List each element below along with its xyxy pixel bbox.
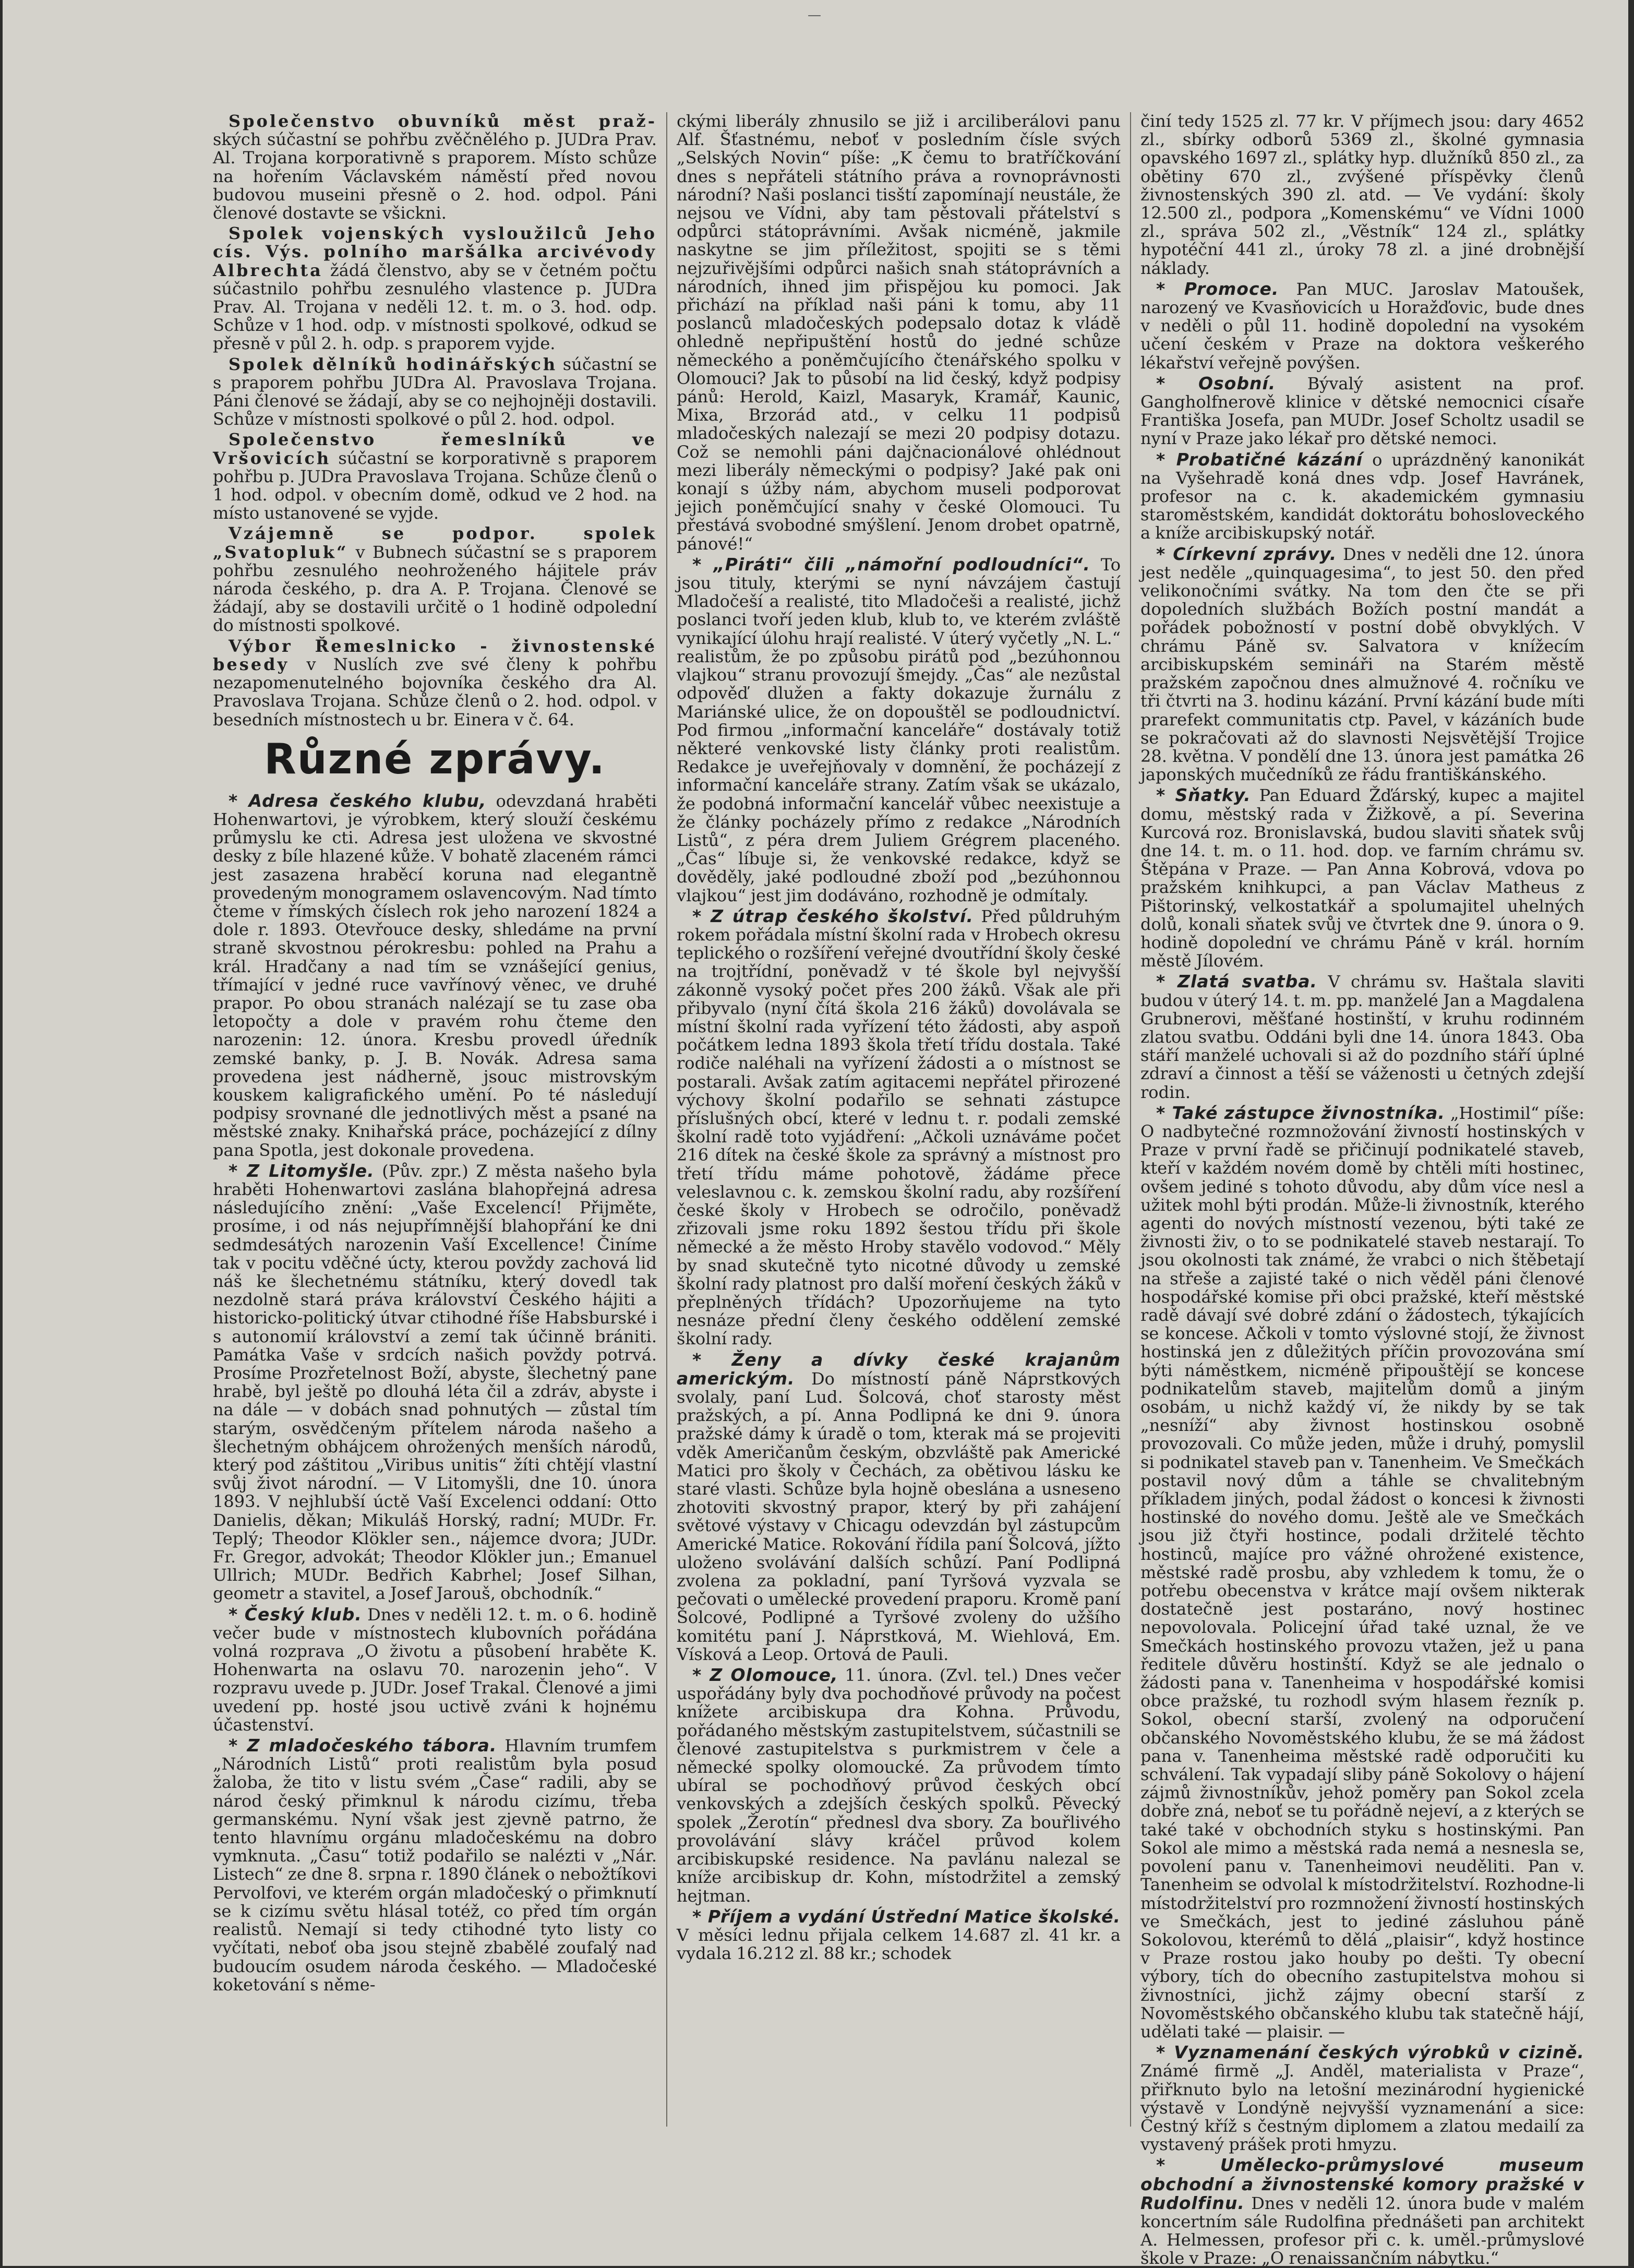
article-heading: * Církevní zprávy. bbox=[1156, 543, 1337, 564]
article-text: odevzdaná hraběti Hohenwartovi, je výrobkem, který slouží českému průmyslu ke cti. Adresa jest uložena ve skvostné desky z bíle hlazené kůže. V bohatě zlaceném rámci jest zasazena hraběcí koruna nad elegantně provedeným monogramem oslavencovým. Nad tímto čteme v římských číslech rok jeho narození 1824 a dole r. 1893. Otevřouce desky, shledáme na první straně skvostnou pérokresbu: pohled na Prahu a král. Hradčany a nad tím se vznášející genius, třímající v jedné ruce vavřínový věnec, ve druhé prapor. Po obou stranách nalézají se tu zase oba letopočty a dole v pravém rohu čteme den narozenin: 12. února. Kresbu provedl úředník zemské banky, p. J. B. Novák. Adresa sama provedena jest nádherně, jsouc mistrovským kouskem kaligrafického umění. Po té následují podpisy srovnané dle jednotlivých měst a psané na městské znaky. Knihařská práce, pocházející z dílny pana Spotla, jest dokonale provedena. bbox=[213, 791, 657, 1160]
article-text: Bývalý asistent na prof. Gangholfnerově klinice v dětské nemocnici císaře Františka Josefa, pan MUDr. Josef Scholtz usadil se nyní v Praze jako lékař pro dětské nemoci. bbox=[1140, 373, 1585, 449]
paragraph-keyword: Společenstvo obuvníků měst praž- bbox=[229, 111, 657, 131]
paragraph-keyword: Výbor Řemeslnicko - živnostenské besedy bbox=[213, 636, 657, 674]
section-title: Různé zprávy. bbox=[264, 734, 606, 783]
article-text: 11. února. (Zvl. tel.) Dnes večer uspořádány byly dva pochodňové průvody na počest knížete arcibiskupa dra Kohna. Průvodu, pořádaného městským zastupitelstvem, súčastnili se členové zastupitelstva s purkmistrem v čele a německé spolky olomoucké. Za průvodem tímto ubíral se pochodňový průvod českých obcí venkovských a zdejších českých spolků. Pěvecký spolek „Žerotín“ přednesl dva sbory. Za bouřlivého provolávání slávy kráčel průvod kolem arcibiskupské residence. Na pavlánu nalezal se kníže arcibiskup dr. Kohn, místodržitel a zemský hejtman. bbox=[677, 1665, 1121, 1906]
article-paragraph bbox=[677, 555, 1121, 905]
article-heading: * Vyznamenání českých výrobků v cizině. bbox=[1156, 2042, 1584, 2063]
article-paragraph bbox=[213, 1605, 657, 1734]
column-2 bbox=[667, 112, 1131, 2127]
article-heading: * Z útrap českého školství. bbox=[692, 905, 974, 926]
article-paragraph bbox=[1140, 374, 1584, 448]
article-paragraph bbox=[213, 524, 657, 635]
article-heading: * Ženy a dívky české krajanům americkým. bbox=[677, 1349, 1121, 1389]
article-paragraph bbox=[213, 431, 657, 522]
article-text: Dnes v neděli 12. února bude v malém koncertním sále Rudolfina přednášeti pan architekt A. Helmessen, profesor při c. k. uměl.-průmyslové škole v Praze: „O renaissančním nábytku.“ bbox=[1140, 2193, 1585, 2268]
text-columns bbox=[203, 111, 1594, 2268]
paragraph-keyword: Spolek dělníků hodinářských bbox=[229, 354, 558, 374]
article-heading: * Z Litomyšle. bbox=[229, 1160, 375, 1181]
newspaper-page bbox=[3, 0, 1628, 2266]
article-paragraph bbox=[1140, 545, 1584, 784]
article-text: Pan MUC. Jaroslav Matoušek, narozený ve Kvasňovicích u Horažďovic, bude dnes v neděli o půl 11. hodině dopolední na vysokém učení českém v Praze na doktora veškerého lékařství veřejně povýšen. bbox=[1140, 279, 1585, 373]
article-text: „Hostimil“ píše: O nadbytečné rozmnožování živností hostinských v Praze v první řadě se přičinují podnikatelé staveb, kteří v každém novém domě by chtěli míti hostinec, ovšem jediné s tohoto důvodu, aby dům více nesl a užitek mohl býti prodán. Může-li živnostník, kterého agenti do nových místností vezenou, býti také ze živnosti živ, o to se podnikatelé staveb nestarají. To jsou okolnosti tak známé, že vrabci o nich štěbetají na střeše a zajisté také o nich věděl páni členové hospodářské komise při obci pražské, kteří městské radě dávají své dobré zdání o žádostech, týkajících se koncese. Ačkoli v tomto výslovné stojí, že živnost hostinská jen z důležitých příčin provozována smí býti náměstkem, nicméně připouštějí se koncese podnikatelům staveb, majitelům domů a jiným osobám, u nichž každý ví, že nikdy by se tak „nesníží“ aby živnost hostinskou osobně provozovali. Co může jeden, může i druhý, pomyslil si podnikatel staveb pan v. Tanenheim. Ve Smečkách postavil nový dům a táhle se chvalitebným příkladem jiných, podal žádost o koncesi k živnosti hostinské do nového domu. Ještě ale ve Smečkách jsou již čtyři hostince, podali držitelé těchto hostinců, majíce pro vážné ohrožené existence, městské radě prosbu, aby vzhledem k tomu, že o potřebu obecenstva v krátce mají ovšem nikterak dostatečně jest postaráno, nový hostinec nepovolovala. Policejní úřad také uznal, že ve Smečkách hostinského provozu vtažen, jež u pana ředitele důvěru hostinští. Když se ale jednalo o žádosti pana v. Tanenheima v hospodářské komisi obce pražské, tu rozhodl svým hlasem řezník p. Sokol, obecní starší, zvolený na odporučení občanského Novoměstského klubu, že se má žádost pana v. Tanenheima městské radě odporučiti ku schválení. Tak vypadají sliby páně Sokolovy o hájení zájmů živnostníkův, jehož poměry pan Sokol zcela dobře zná, neboť se tu pořádně nejeví, a z kterých se také také v obchodních styku s hostinskými. Pan Sokol ale mimo a městská rada nemá a nesnesla se, povolení panu v. Tanenheimovi neuděliti. Pan v. Tanenheim se odvolal k místodržitelství. Rozhodne-li místodržitelství pro rozmnožení živností hostinských ve Smečkách, jest to jediné zásluhou páně Sokolovou, kterémů to dělá „plaisir“, když hostince v Praze rostou jako houby po dešti. Ty obecní výbory, tích do obecního zastupitelstva mohou si živnostníci, jichž zájmy obecní starší z Novoměstského občanského klubu tak statečně hájí, udělati také — plaisir. — bbox=[1140, 1103, 1585, 2042]
article-paragraph bbox=[1140, 450, 1584, 543]
article-text: žádá členstvo, aby se v četném počtu súčastnilo pohřbu zesnulého vlastence p. JUDra Prav. Al. Trojana v neděli 12. t. m. o 3. hod. odp. Schůze v 1 hod. odp. v místnosti spolkové, odkud se přesně v půl 2. h. odp. s praporem vyjde. bbox=[213, 260, 657, 354]
article-heading: * Probatičné kázání bbox=[1156, 449, 1363, 470]
article-paragraph bbox=[677, 1351, 1121, 1664]
article-heading: * Příjem a vydání Ústřední Matice školské. bbox=[692, 1906, 1121, 1927]
article-text: Známé firmě „J. Anděl, materialista v Praze“, přiřknuto bylo na letošní mezinárodní hygienické výstavě v Londýně nejvyšší vyznamenání a sice: Čestný kříž s čestným diplomem a zlatou medailí za vystavený prášek proti hmyzu. bbox=[1140, 2061, 1584, 2155]
article-paragraph bbox=[1140, 2156, 1584, 2267]
article-text: Dnes v neděli 12. t. m. o 6. hodině večer bude v místnostech klubovních pořádána volná rozprava „O životu a působení hraběte K. Hohenwarta na oslavu 70. narozenin jeho“. V rozpravu uvede p. JUDr. Josef Trakal. Členové a jimi uvedení pp. hosté jsou uctivě zváni k hojnému účastenství. bbox=[213, 1604, 657, 1735]
column-1 bbox=[203, 112, 667, 2127]
article-paragraph bbox=[213, 1736, 657, 1994]
article-text: činí tedy 1525 zl. 77 kr. V příjmech jsou: dary 4652 zl., sbírky odborů 5369 zl., školné gymnasia opavského 1697 zl., splátky hyp. dlužníků 850 zl., za obětiny 670 zl., zvýšené příspěvky členů živnostenských 390 zl. atd. — Ve vydání: školy 12.500 zl., podpora „Komenskému“ ve Vídni 1000 zl., správa 502 zl., „Věstník“ 124 zl., splátky hypotéční 441 zl., úroky 78 zl. a jiné drobnější náklady. bbox=[1140, 111, 1584, 278]
paragraph-keyword: Společenstvo řemeslníků ve Vršovicích bbox=[213, 429, 657, 468]
article-paragraph bbox=[677, 112, 1121, 553]
article-paragraph bbox=[213, 355, 657, 429]
article-text: súčastní se s praporem pohřbu JUDra Al. Pravoslava Trojana. Páni členové se žádají, aby se co nejhojněji dostavili. Schůze v místnosti spolkové o půl 2. hod. odpol. bbox=[213, 354, 657, 429]
article-heading: * Z mladočeského tábora. bbox=[229, 1735, 497, 1756]
article-heading: * Z Olomouce, bbox=[692, 1665, 838, 1686]
article-text: V měsíci lednu přijala celkem 14.687 zl. 41 kr. a vydala 16.212 zl. 88 kr.; schodek bbox=[677, 1925, 1121, 1964]
article-heading: * „Piráti“ čili „námořní podloudníci“. bbox=[692, 554, 1090, 575]
article-heading: * Český klub. bbox=[229, 1604, 362, 1625]
article-paragraph bbox=[1140, 2043, 1584, 2154]
article-text: Hlavním trumfem „Národních Listů“ proti realistům byla posud žaloba, že tito v listu svém „Čase“ radili, aby se národ český přimknul k národu cizímu, třeba germanskému. Nyní však jest zjevně patrno, že tento hlavnímu orgánu mladočeskému na dobro vymknuta. „Času“ totiž podařilo se nalézti v „Nár. Listech“ ze dne 8. srpna r. 1890 článek o nebožtíkovi Pervolfovi, ve kterém orgán mladočeský o přimknutí se k cizímu světu hlásal totéž, co před tím orgán realistů. Nemají si tedy ctihodné tyto listy co vyčítati, neboť oba jsou stejně zbabělé zoufalý nad budoucím osudem národa českého. — Mladočeské koketování s něme- bbox=[213, 1736, 657, 1995]
article-paragraph bbox=[1140, 972, 1584, 1101]
article-heading: * Sňatky. bbox=[1156, 785, 1251, 806]
article-paragraph bbox=[677, 1907, 1121, 1963]
article-paragraph bbox=[1140, 280, 1584, 372]
article-heading: * Zlatá svatba. bbox=[1156, 971, 1318, 992]
article-text: ckými liberály zhnusilo se již i arciliberálovi panu Alf. Šťastnému, neboť v posledním čísle svých „Selských Novin“ píše: „K čemu to bratříčkování dnes s nepřáteli státního práva a rovnoprávnosti národní? Naši poslanci tisští zapomínají neustále, že nejsou ve Vídni, aby tam pěstovali přátelství s odpůrci státoprávními. Avšak nicméně, jakmile naskytne se jim příležitost, spojiti se s těmi nejzuřivějšími odpůrci našich snah státoprávních a národních, ihned jim přispějou ku pomoci. Jak přichází na příklad naši páni k tomu, aby 11 poslanců mladočeských podepsalo dotaz k vládě ohledně nepřipuštění hostů do jedné schůze německého a poněmčujícího čtenářského spolku v Olomouci? Jak to působí na lid český, když podpisy pánů: Herold, Kaizl, Masaryk, Kramář, Kaunic, Mixa, Brzorád atd., v celku 11 podpisů mladočeských nalezají se mezi 20 podpisy dotazu. Což se nemohli páni dajčnacionálové ohlédnout mezi liberály německými o podpisy? Jaké pak oni konají s úžby nám, abychom museli podporovat jejich poněmčující snahy v české Olomouci. Tu přestává svobodné smýšlení. Jenom drobet opatrně, pánové!“ bbox=[677, 111, 1121, 554]
article-paragraph bbox=[213, 224, 657, 353]
article-paragraph bbox=[213, 112, 657, 222]
article-paragraph bbox=[1140, 112, 1584, 278]
column-3 bbox=[1131, 111, 1594, 2268]
article-text: ských súčastní se pohřbu zvěčnělého p. JUDra Prav. Al. Trojana korporativně s praporem. Místo schůze na hořením Václavském náměstí před novou budovou museini přesně o 2. hod. odpol. Páni členové dostavte se všickni. bbox=[213, 129, 657, 223]
article-text: Pan Eduard Žďárský, kupec a majitel domu, městský rada v Žižkově, a pí. Severina Kurcová roz. Bronislavská, budou slaviti sňatek svůj dne 14. t. m. o 11. hod. dop. ve farním chrámu sv. Štěpána v Praze. — Pan Anna Kobrová, vdova po pražském knihkupci, a pan Václav Matheus z Pištorinský, velkostatkář a spolumajitel uhelných dolů, konali sňatek svůj ve čtvrtek dne 9. února o 9. hodině dopolední ve chrámu Páně v král. horním městě Jílovém. bbox=[1140, 785, 1584, 971]
page-folio: — bbox=[808, 7, 823, 23]
article-text: v Nuslích zve své členy k pohřbu nezapomenutelného bojovníka českého dra Al. Pravoslava Trojana. Schůze členů o 2. hod. odpol. v besedních místnostech u br. Einera v č. 64. bbox=[213, 654, 657, 730]
article-paragraph bbox=[213, 792, 657, 1160]
article-paragraph bbox=[213, 1162, 657, 1603]
article-text: To jsou tituly, kterými se nyní návzájem častují Mladočeší a realisté, tito Mladočeši a realisté, jichž poslanci tvoří jeden klub, klub to, ve kterém zvláště vynikající úlohu hrají realisté. V úterý vyčetly „N. L.“ realistům, že po způsobu pirátů pod „bezúhonnou vlajkou“ stranu provozují šmejdy. „Čas“ ale nezůstal odpověď dlužen a fakty dokazuje žurnálu z Mariánské ulice, že on dopouštěl se podloudnictví. Pod firmou „informační kanceláře“ dostávaly totiž některé venkovské listy články proti realistům. Redakce je uveřejňovaly v domnění, že pocházejí z informační kanceláře strany. Zatím však se ukázalo, že podobná informační kancelář vůbec neexistuje a že články pocházely přímo z redakce „Národních Listů“, z péra drem Juliem Grégrem placeného. „Čas“ líbuje si, že venkovské redakce, když se dověděly, jaké podloudné zboží pod „bezúhonnou vlajkou“ jest jim dodáváno, rozhodně je odmítaly. bbox=[677, 554, 1121, 905]
article-text: Do místností páně Náprstkových svolaly, paní Lud. Šolcová, choť starosty měst pražských, a pí. Anna Podlipná ke dni 9. února pražské dámy k úradě o tom, kterak má se projeviti vděk Američanům českým, obzvláště pak Americké Matici pro školy v Čechách, za obětivou lásku ke staré vlasti. Schůze byla hojně obeslána a usneseno zhotoviti skvostný prapor, který by při zahájení světové výstavy v Chicagu odevzdán byl zástupcům Americké Matice. Rokování řídila paní Šolcová, jížto uloženo svolávání dalších schůzí. Paní Podlipná zvolena za pokladní, paní Tyršová vyzvala se pečovati o umělecké provedení praporu. Kromě paní Šolcové, Podlipné a Tyršové zvoleny do užšího komitétu paní J. Náprstková, M. Wiehlová, Em. Vísková a Leop. Ortová de Pauli. bbox=[677, 1368, 1121, 1664]
article-paragraph bbox=[677, 1666, 1121, 1905]
paragraph-keyword: Spolek vojenských vysloužilců Jeho cís. Výs. polního maršálka arcivévody Albrechta bbox=[213, 223, 657, 280]
article-text: V chrámu sv. Haštala slaviti budou v úterý 14. t. m. pp. manželé Jan a Magdalena Grubnerovi, měšťané hostinští, v kruhu rodinném zlatou svatbu. Oddáni byli dne 14. února 1843. Oba stáří manželé uchovali si až do pozdního stáří úplné zdraví a činnost a těší se váženosti u četných zdejší rodin. bbox=[1140, 972, 1584, 1102]
article-text: Dnes v neděli dne 12. února jest neděle „quinquagesima“, to jest 50. den před velikonočními svátky. Na tom den čte se při dopoledních službách Božích postní mandát a pořádek pobožností v postní době obvyklých. V chrámu Páně sv. Salvatora v knížecím arcibiskupském semináři na Starém městě pražském započnou dnes almužnové 4. ročníku ve tři čtvrti na 3. hodinu kázání. První kázání bude míti prarefekt communitatis ctp. Pavel, v kázáních bude se pokračovati až do slavnosti Nejsvětější Trojice 28. května. V pondělí dne 13. února jest památka 26 japonských mučedníků ze řádu františkánského. bbox=[1140, 544, 1584, 785]
article-paragraph bbox=[213, 637, 657, 729]
article-paragraph bbox=[1140, 786, 1584, 970]
article-paragraph bbox=[1140, 1104, 1584, 2041]
article-text: v Bubnech súčastní se s praporem pohřbu zesnulého neohroženého hájitele práv národa českého, p. dra A. P. Trojana. Členové se žádají, aby se dostavili určitě o 1 hodině odpolední do místnosti spolkové. bbox=[213, 542, 657, 636]
paragraph-keyword: Vzájemně se podpor. spolek „Svatopluk“ bbox=[213, 523, 657, 562]
article-text: (Pův. zpr.) Z města našeho byla hraběti Hohenwartovi zaslána blahopřejná adresa následujícího znění: „Vaše Excelencí! Přijměte, prosíme, i od nás nejupřímnější blahopřání ke dni sedmdesátých narozenin Vaší Excellence! Činíme tak v pocitu vděčné úcty, kterou povždy zachová lid náš ke šlechetnému státníku, který dovedl tak nezdolně stará práva království Českého hájiti a historicko-politický útvar ctihodné říše Habsburské i s autonomií království a zemí tak účinně brániti. Památka Vaše v srdcích našich povždy potrvá. Prosíme Prozřetelnost Boží, abyste, šlechetný pane hrabě, byl ještě po dlouhá léta čil a zdráv, abyste i na dále — v dobách snad pohnutých — zůstal tím starým, osvědčeným přítelem národa našeho a šlechetným obhájcem ohrožených menších národů, který pod záštitou „Viribus unitis“ žíti chtějí vlastní svůj život národní. — V Litomyšli, dne 10. února 1893. V nejhlubší úctě Vaší Excelenci oddaní: Otto Danielis, děkan; Mikuláš Horský, radní; MUDr. Fr. Teplý; Theodor Klökler sen., nájemce dvora; JUDr. Fr. Gregor, advokát; Theodor Klökler jun.; Emanuel Ullrich; MUDr. Bedřich Kabrhel; Josef Silhan, geometr a stavitel, a Josef Jarouš, obchodník.“ bbox=[213, 1161, 657, 1604]
article-text: súčastní se korporativně s praporem pohřbu p. JUDra Pravoslava Trojana. Schůze členů o 1 hod. odpol. v obecním domě, odkud ve 2 hod. na místo ustanovené se vyjde. bbox=[213, 448, 657, 523]
article-heading: * Osobní. bbox=[1156, 373, 1276, 393]
article-heading: * Umělecko-průmyslové museum obchodní a živnostenské komory pražské v Rudolfinu. bbox=[1140, 2155, 1584, 2213]
article-text: Před půldruhým rokem pořádala místní školní rada v Hrobech okresu teplického o rozšíření veřejné dvoutřídní školy české na trojtřídní, poněvadž v té škole byl nejvyšší zákonně vysoký počet přes 200 žáků. Však ale při přibyvalo (nyní čítá škola 216 žáků) dovolávala se místní školní rada vyřízení této žádosti, aby aspoň počátkem ledna 1893 škola třetí třídu dostala. Také rodiče naléhali na vyřízení žádosti a o místnost se postarali. Avšak zatím agitacemi nepřátel přirozené výchovy školní podařilo se sehnati zástupce příslušných obcí, které v lednu t. r. podali zemské školní radě toto vyjádření: „Ačkoli uznáváme počet 216 dítek na české škole za správný a místnost pro třetí třídu máme pohotově, žádáme přece veleslavnou c. k. zemskou školní radu, aby rozšíření české školy v Hrobech se odročilo, poněvadž zřizovali jsme roku 1892 šestou třídu při škole německé a že město Hroby stavělo vodovod.“ Měly by snad skutečně tyto nicotné důvody u zemské školní rady platnost pro další moření českých žáků v přeplněných třídách? Upozorňujeme na tyto nesnáze přední členy českého oddělení zemské školní rady. bbox=[677, 906, 1121, 1349]
article-paragraph bbox=[677, 907, 1121, 1348]
article-heading: * Promoce. bbox=[1156, 278, 1279, 299]
article-heading: * Adresa českého klubu, bbox=[229, 790, 487, 811]
article-text: o uprázdněný kanonikát na Vyšehradě koná dnes vdp. Josef Havránek, profesor na c. k. akademickém gymnasiu staroměstském, kandidát doktorátu bohosloveckého a kníže arcibiskupský notář. bbox=[1140, 449, 1585, 543]
article-heading: * Také zástupce živnostníka. bbox=[1156, 1102, 1445, 1123]
